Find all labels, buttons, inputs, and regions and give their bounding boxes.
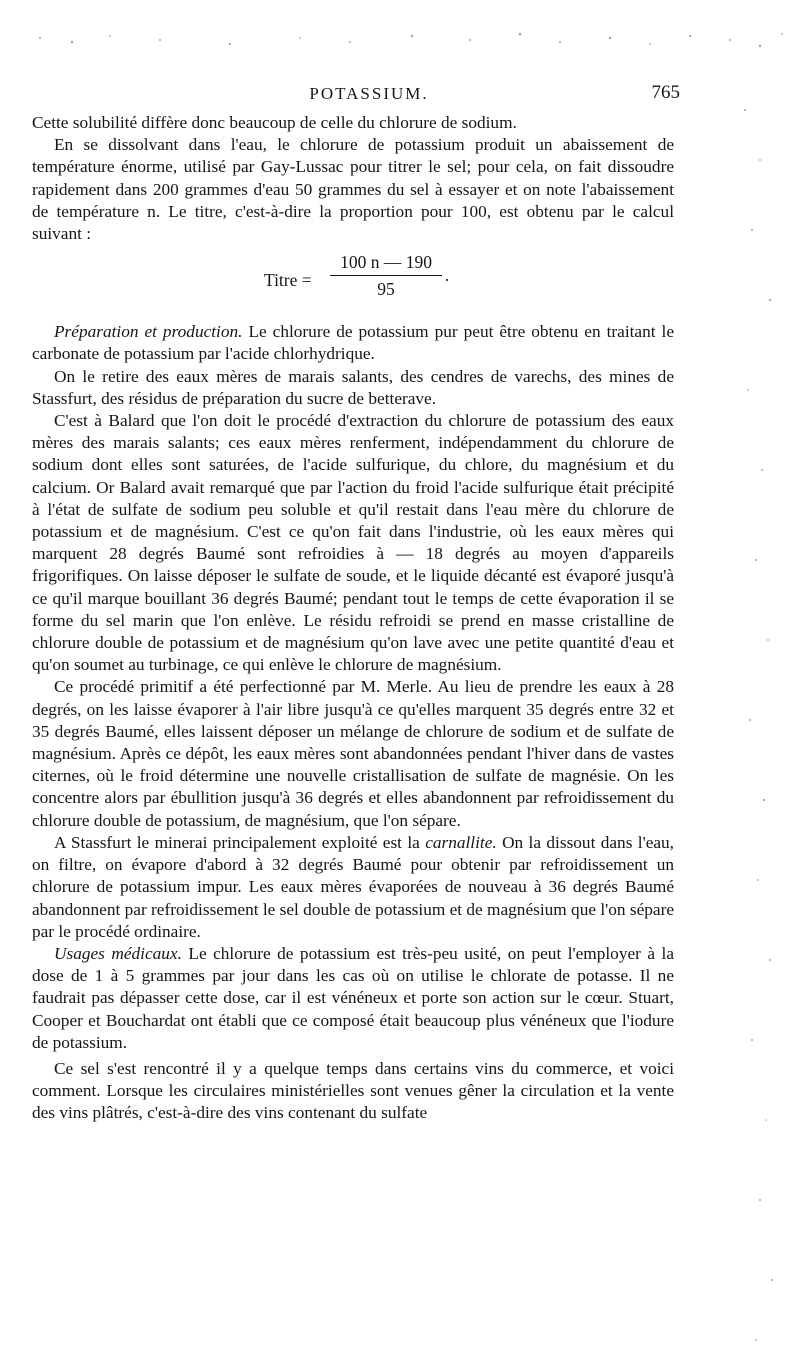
section-lead-medical: Usages médicaux. — [54, 943, 182, 963]
titre-formula — [32, 249, 674, 315]
paragraph-sources: On le retire des eaux mères de marais salants, des cendres de varechs, des mines de Stassfurt, des résidus de préparation du sucre de betterave. — [32, 366, 674, 408]
formula-fraction — [330, 251, 442, 300]
paragraph-balard-process: C'est à Balard que l'on doit le procédé d'extraction du chlorure de potassium des eaux mères des marais salants; ces eaux mères renferment, indépendamment du chlorure de sodium dont elles sont saturées, de l'acide sulfurique, du chlore, du magnésium et du calcium. Or Balard avait remarqué que par l'action du froid l'acide sulfurique était précipité à l'état de sulfate de sodium peu soluble et qu'il restait dans l'eau mère du chlorure de potassium et de magnésium. C'est ce qu'on fait dans l'industrie, où les eaux mères qui marquent 28 degrés Baumé sont refroidies à — 18 degrés au moyen d'appareils frigorifiques. On laisse déposer le sulfate de soude, et le liquide décanté est évaporé jusqu'à ce qu'il marque bouillant 36 degrés Baumé; pendant tout le temps de cette évaporation il se forme du sel marin que l'on enlève. Le résidu refroidi se prend en masse cristalline de chlorure double de potassium et de magnésium qu'on lave avec une petite quantité d'eau et qu'on soumet au turbinage, ce qui enlève le chlorure de magnésium. — [32, 411, 674, 675]
paragraph-stassfurt — [32, 832, 674, 943]
formula-lhs: Titre = — [264, 270, 312, 291]
paragraph-medical-uses — [32, 943, 674, 1054]
paragraph-stassfurt-text-b: On la dissout dans l'eau, on filtre, on évapore d'abord à 32 degrés Baumé pour obtenir par refroidissement un chlorure de potassium impur. Les eaux mères évaporées de nouveau à 36 degrés Baumé abandonnent par refroidissement le sel double de potassium et de magnésium que l'on sépare par le procédé ordinaire. — [32, 832, 674, 941]
running-header — [58, 84, 680, 108]
body-text — [32, 112, 674, 1125]
section-lead-preparation: Préparation et production. — [54, 322, 243, 342]
formula-denominator: 95 — [377, 279, 395, 300]
paragraph-preparation — [32, 321, 674, 365]
carnallite-term: carnallite. — [425, 832, 497, 852]
paragraph-stassfurt-text-a: A Stassfurt le minerai principalement exploité est la — [54, 832, 426, 852]
paragraph-solubility: Cette solubilité diffère donc beaucoup de celle du chlorure de sodium. — [32, 113, 517, 132]
running-title: POTASSIUM. — [309, 84, 429, 103]
formula-trailing-dot: · — [444, 270, 450, 291]
page-number: 765 — [651, 82, 680, 103]
paragraph-dissolution: En se dissolvant dans l'eau, le chlorure de potassium produit un abaissement de température énorme, utilisé par Gay-Lussac pour titrer le sel; pour cela, on fait dissoudre rapidement dans 200 grammes d'eau 50 grammes du sel à essayer et on note l'abaissement de température n. Le titre, c'est-à-dire la proportion pour 100, est obtenu par le calcul suivant : — [32, 135, 674, 244]
paragraph-wines: Ce sel s'est rencontré il y a quelque temps dans certains vins du commerce, et voici comment. Lorsque les circulaires ministérielles sont venues gêner la circulation et la vente des vins plâtrés, c'est-à-dire des vins contenant du sulfate — [32, 1058, 674, 1123]
paragraph-preparation-text: Le chlorure de potassium pur peut être obtenu en traitant le carbonate de potassium par l'acide chlorhydrique. — [32, 322, 674, 364]
paragraph-medical-text: Le chlorure de potassium est très-peu usité, on peut l'employer à la dose de 1 à 5 grammes par jour dans les cas où on utilise le chlorate de potasse. Il ne faudrait pas dépasser cette dose, car il est vénéneux et porte son action sur le cœur. Stuart, Cooper et Bouchardat ont établi que ce composé était beaucoup plus vénéneux que l'iodure de potassium. — [32, 943, 674, 1052]
formula-numerator: 100 n — 190 — [330, 251, 442, 276]
paragraph-merle-process: Ce procédé primitif a été perfectionné par M. Merle. Au lieu de prendre les eaux à 28 degrés, on les laisse évaporer à l'air libre jusqu'à ce qu'elles marquent 35 degrés entre 32 et 35 degrés Baumé, elles laissent déposer un mélange de chlorure de sodium et de sulfate de magnésium. Après ce dépôt, les eaux mères sont abandonnées pendant l'hiver dans de vastes citernes, où le froid détermine une nouvelle cristallisation de sulfate de magnésie. On les concentre alors par ébullition jusqu'à 36 degrés et elles abandonnent par refroidissement du chlorure double de potassium, de magnésium, que l'on sépare. — [32, 677, 674, 830]
